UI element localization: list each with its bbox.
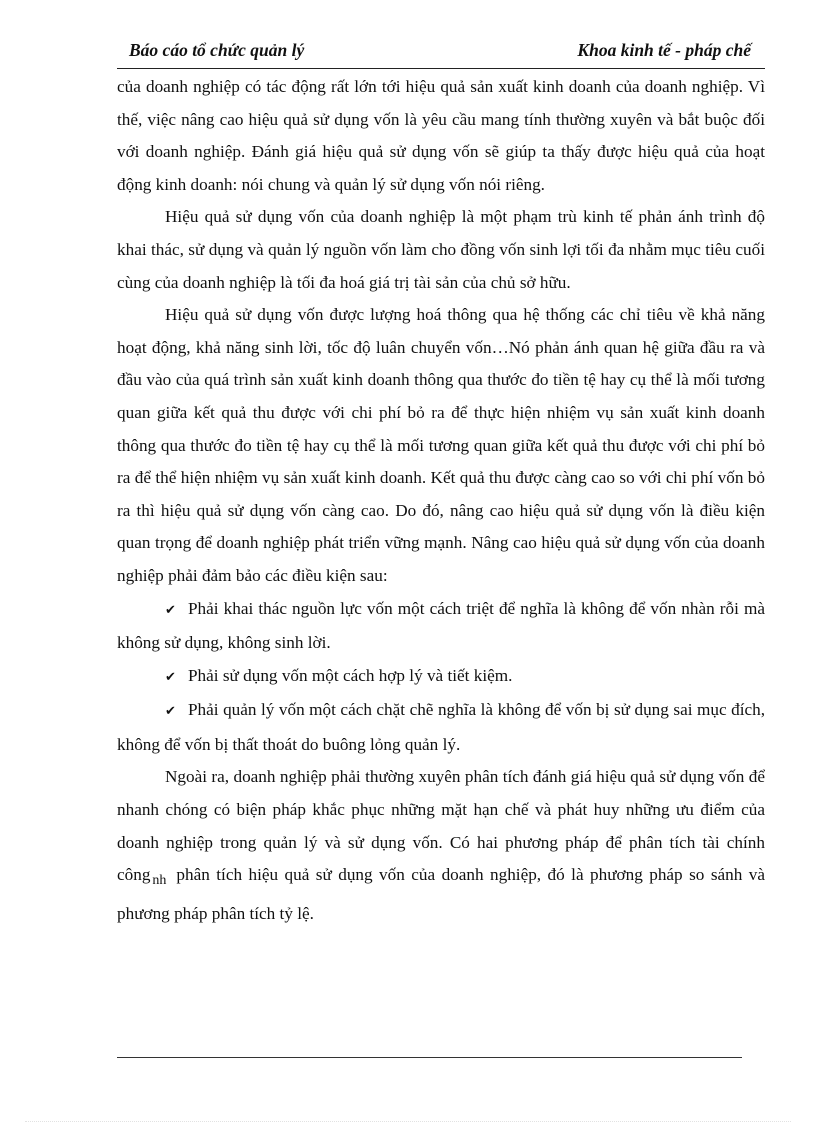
bullet-text-2: Phải sử dụng vốn một cách hợp lý và tiết kiệm. [188, 665, 513, 685]
paragraph-4-part-2: phân tích hiệu quả sử dụng vốn của doanh nghiệp, đó là phương pháp so sánh và phương pháp phân tích tỷ lệ. [117, 865, 765, 923]
document-body [117, 71, 765, 930]
bullet-text-1: Phải khai thác nguồn lực vốn một cách triệt để nghĩa là không để vốn nhàn rỗi mà không sử dụng, không sinh lời. [117, 598, 765, 653]
paragraph-2: Hiệu quả sử dụng vốn của doanh nghiệp là một phạm trù kinh tế phản ánh trình độ khai thác, sử dụng và quản lý nguồn vốn làm cho đồng vốn sinh lợi tối đa nhằm mục tiêu cuối cùng của doanh nghiệp là tối đa hoá giá trị tài sản của chủ sở hữu. [117, 207, 765, 292]
checkmark-icon: ✔ [165, 669, 176, 685]
checkmark-icon: ✔ [165, 602, 176, 618]
paragraph-4-fragment: nh [152, 873, 167, 889]
paragraph-1: của doanh nghiệp có tác động rất lớn tới hiệu quả sản xuất kinh doanh của doanh nghiệp. Vì thế, việc nâng cao hiệu quả sử dụng vốn là yêu cầu mang tính thường xuyên và bắt buộc đối với doanh nghiệp. Đánh giá hiệu quả sử dụng vốn sẽ giúp ta thấy được hiệu quả của hoạt động kinh doanh: nói chung và quản lý sử dụng vốn nói riêng. [117, 77, 765, 194]
header-department: Khoa kinh tế - pháp chế [577, 40, 751, 60]
bullet-item-1 [117, 593, 765, 660]
footer-divider [117, 1057, 742, 1058]
checkmark-icon: ✔ [165, 704, 176, 720]
bullet-item-2 [117, 660, 765, 695]
paragraph-4 [117, 761, 765, 930]
bullet-text-3: Phải quản lý vốn một cách chặt chẽ nghĩa là không để vốn bị sử dụng sai mục đích, không để vốn bị thất thoát do buông lỏng quản lý. [117, 700, 765, 754]
bullet-item-3 [117, 694, 765, 761]
paragraph-3: Hiệu quả sử dụng vốn được lượng hoá thông qua hệ thống các chỉ tiêu về khả năng hoạt động, khả năng sinh lời, tốc độ luân chuyển vốn…Nó phản ánh quan hệ giữa đầu ra và đầu vào của quá trình sản xuất kinh doanh thông qua thước đo tiền tệ hay cụ thể là mối tương quan giữa kết quả thu được với chi phí bỏ ra để thực hiện nhiệm vụ sản xuất kinh doanh thông qua thước đo tiền tệ hay cụ thể là mối tương quan giữa kết quả thu được với chi phí bỏ ra để thể hiện nhiệm vụ sản xuất kinh doanh. Kết quả thu được càng cao so với chi phí vốn bỏ ra thì hiệu quả sử dụng vốn càng cao. Do đó, nâng cao hiệu quả sử dụng vốn là điều kiện quan trọng để doanh nghiệp phát triển vững mạnh. Nâng cao hiệu quả sử dụng vốn của doanh nghiệp phải đảm bảo các điều kiện sau: [117, 305, 765, 585]
paragraph-4-part-1: Ngoài ra, doanh nghiệp phải thường xuyên phân tích đánh giá hiệu quả sử dụng vốn để nhanh chóng có biện pháp khắc phục những mặt hạn chế và phát huy những ưu điểm của doanh nghiệp trong quản lý và sử dụng vốn. Có hai phương pháp để phân tích tài chính công [117, 767, 765, 885]
page-header [117, 38, 765, 69]
header-report-title: Báo cáo tổ chức quản lý [129, 40, 305, 60]
page-bottom-border [25, 1121, 791, 1122]
